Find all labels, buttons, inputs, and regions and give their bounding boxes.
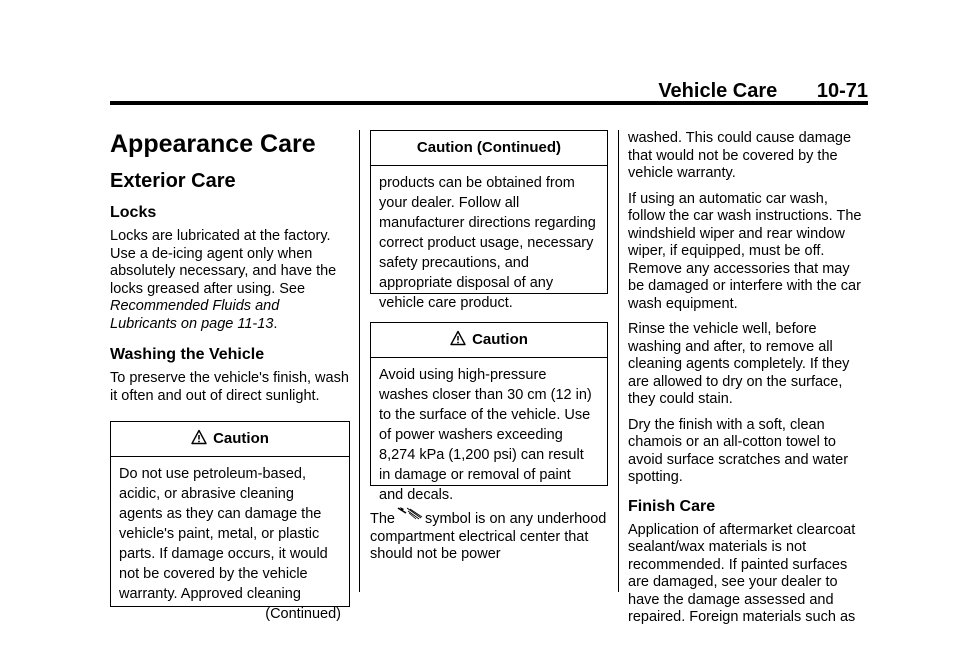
symbol-paragraph: The symbol is on any underhood compartment electrical center that should not be power (370, 506, 608, 564)
page-header (110, 80, 868, 103)
column-1 (110, 118, 350, 622)
section-title: Vehicle Care (658, 80, 778, 102)
caution-header (111, 422, 349, 457)
locks-heading: Locks (110, 204, 157, 221)
column-divider (618, 130, 619, 592)
caution-box-2 (370, 322, 608, 503)
paragraph: Application of aftermarket clearcoat sealant/wax materials is not recommended. If painted surfaces are damaged, see your dealer to have the damage assessed and repaired. Foreign materials such as (628, 521, 856, 625)
caution-box (110, 421, 350, 622)
finish-care-heading: Finish Care (628, 497, 716, 515)
column-divider (359, 130, 360, 592)
caution-body (111, 457, 349, 630)
no-power-wash-icon (397, 506, 423, 520)
page-title: Appearance Care (110, 130, 316, 158)
continued-label: (Continued) (265, 606, 341, 622)
paragraph: Rinse the vehicle well, before washing and after, to remove all cleaning agents completely. If they are allowed to dry on the surface, they could stain. (628, 321, 850, 407)
locks-paragraph: Locks are lubricated at the factory. Use a de-icing agent only when absolutely necessary, and have the locks greased after using. See Recommended Fluids and Lubricants on page 11-13. (110, 228, 337, 332)
caution-title-2: Caution (472, 331, 528, 348)
caution-continued-text: products can be obtained from your dealer. Follow all manufacturer directions regarding correct product usage, necessary safety precautions, and appropriate disposal of any vehicle care product. (379, 175, 596, 311)
column-3 (628, 130, 868, 635)
fluids-reference-link[interactable]: Recommended Fluids and Lubricants on page 11-13 (110, 298, 280, 332)
column-2 (370, 130, 608, 572)
caution-continued-box (370, 130, 608, 311)
page-number: 10-71 (816, 80, 868, 102)
warning-icon (191, 429, 207, 445)
header-rule (110, 101, 868, 105)
warning-icon (450, 330, 466, 346)
paragraph: Dry the finish with a soft, clean chamois or an all-cotton towel to avoid surface scratches and water spotting. (628, 416, 849, 485)
paragraph: If using an automatic car wash, follow the car wash instructions. The windshield wiper and rear window wiper, if equipped, must be off. Remove any accessories that may be damaged or interfere with the car wash equipment. (628, 190, 862, 312)
washing-paragraph: To preserve the vehicle's finish, wash it often and out of direct sunlight. (110, 370, 349, 404)
paragraph: washed. This could cause damage that would not be covered by the vehicle warranty. (628, 130, 852, 181)
washing-heading: Washing the Vehicle (110, 346, 265, 363)
section-heading: Exterior Care (110, 170, 236, 192)
caution-text-2: Avoid using high-pressure washes closer than 30 cm (12 in) to the surface of the vehicle. Use of power washers exceeding 8,274 kPa (1,200 psi) can result in damage or removal of paint and decals. (379, 367, 592, 503)
caution-header-2 (371, 323, 607, 358)
caution-title: Caution (213, 430, 269, 447)
caution-text: Do not use petroleum-based, acidic, or abrasive cleaning agents as they can damage the vehicle's paint, metal, or plastic parts. If damage occurs, it would not be covered by the vehicle warranty. Approved cleaning (119, 466, 328, 602)
caution-continued-header: Caution (Continued) (371, 131, 607, 166)
